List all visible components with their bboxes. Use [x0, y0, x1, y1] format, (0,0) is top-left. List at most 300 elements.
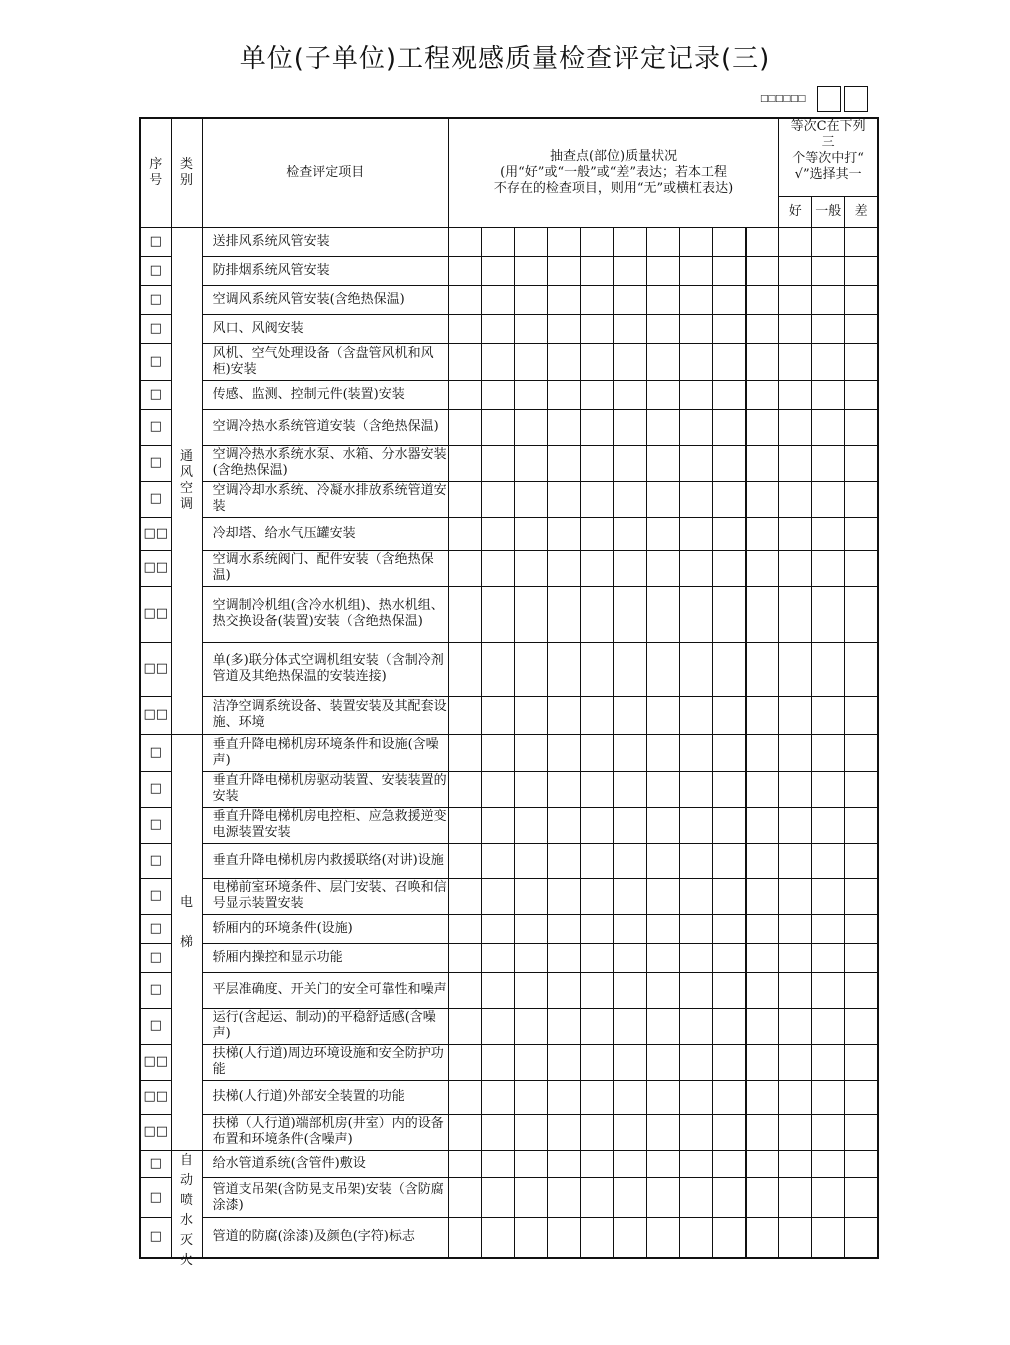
grade-poor-cell[interactable]	[845, 642, 878, 696]
grade-poor-cell[interactable]	[845, 1114, 878, 1150]
sample-cell[interactable]	[713, 314, 746, 343]
sample-cell[interactable]	[614, 1114, 647, 1150]
sample-cell[interactable]	[614, 878, 647, 914]
sample-cell[interactable]	[547, 1150, 580, 1178]
sample-cell[interactable]	[547, 314, 580, 343]
grade-good-cell[interactable]	[779, 586, 812, 642]
sample-cell[interactable]	[746, 843, 779, 878]
grade-poor-cell[interactable]	[845, 343, 878, 380]
sample-cell[interactable]	[647, 285, 680, 314]
sample-cell[interactable]	[647, 734, 680, 771]
sample-cell[interactable]	[647, 807, 680, 843]
sample-cell[interactable]	[614, 734, 647, 771]
sample-cell[interactable]	[448, 734, 481, 771]
sample-cell[interactable]	[514, 1114, 547, 1150]
sample-cell[interactable]	[746, 642, 779, 696]
grade-average-cell[interactable]	[812, 1218, 845, 1258]
sample-cell[interactable]	[514, 1080, 547, 1114]
sample-cell[interactable]	[647, 696, 680, 734]
sample-cell[interactable]	[481, 843, 514, 878]
sample-cell[interactable]	[547, 972, 580, 1008]
grade-good-cell[interactable]	[779, 878, 812, 914]
sample-cell[interactable]	[647, 550, 680, 586]
sample-cell[interactable]	[581, 771, 614, 807]
sample-cell[interactable]	[680, 343, 713, 380]
sample-cell[interactable]	[581, 586, 614, 642]
sample-cell[interactable]	[647, 256, 680, 285]
sample-cell[interactable]	[647, 1008, 680, 1044]
sample-cell[interactable]	[746, 807, 779, 843]
sample-cell[interactable]	[481, 1178, 514, 1218]
sample-cell[interactable]	[481, 380, 514, 409]
sample-cell[interactable]	[448, 380, 481, 409]
sample-cell[interactable]	[647, 517, 680, 550]
sample-cell[interactable]	[448, 1150, 481, 1178]
sample-cell[interactable]	[448, 285, 481, 314]
grade-good-cell[interactable]	[779, 314, 812, 343]
sample-cell[interactable]	[514, 550, 547, 586]
sample-cell[interactable]	[448, 1114, 481, 1150]
sample-cell[interactable]	[680, 380, 713, 409]
sample-cell[interactable]	[746, 285, 779, 314]
sample-cell[interactable]	[614, 380, 647, 409]
sample-cell[interactable]	[746, 914, 779, 943]
sample-cell[interactable]	[481, 1080, 514, 1114]
sample-cell[interactable]	[746, 256, 779, 285]
sample-cell[interactable]	[713, 256, 746, 285]
grade-good-cell[interactable]	[779, 380, 812, 409]
sample-cell[interactable]	[514, 914, 547, 943]
sample-cell[interactable]	[547, 943, 580, 972]
sample-cell[interactable]	[713, 843, 746, 878]
sample-cell[interactable]	[547, 1080, 580, 1114]
sample-cell[interactable]	[680, 285, 713, 314]
grade-average-cell[interactable]	[812, 1080, 845, 1114]
sample-cell[interactable]	[680, 227, 713, 256]
sample-cell[interactable]	[746, 943, 779, 972]
sample-cell[interactable]	[713, 227, 746, 256]
sample-cell[interactable]	[614, 445, 647, 481]
sample-cell[interactable]	[746, 1218, 779, 1258]
sample-cell[interactable]	[746, 343, 779, 380]
sample-cell[interactable]	[448, 1044, 481, 1080]
sample-cell[interactable]	[547, 586, 580, 642]
sample-cell[interactable]	[647, 409, 680, 445]
sample-cell[interactable]	[647, 642, 680, 696]
sample-cell[interactable]	[647, 843, 680, 878]
grade-good-cell[interactable]	[779, 843, 812, 878]
sample-cell[interactable]	[514, 343, 547, 380]
sample-cell[interactable]	[680, 1044, 713, 1080]
grade-good-cell[interactable]	[779, 517, 812, 550]
sample-cell[interactable]	[481, 343, 514, 380]
sample-cell[interactable]	[680, 642, 713, 696]
grade-average-cell[interactable]	[812, 1008, 845, 1044]
grade-poor-cell[interactable]	[845, 914, 878, 943]
sample-cell[interactable]	[448, 972, 481, 1008]
sample-cell[interactable]	[514, 256, 547, 285]
sample-cell[interactable]	[647, 343, 680, 380]
grade-good-cell[interactable]	[779, 696, 812, 734]
sample-cell[interactable]	[581, 343, 614, 380]
grade-poor-cell[interactable]	[845, 734, 878, 771]
sample-cell[interactable]	[581, 227, 614, 256]
sample-cell[interactable]	[581, 1008, 614, 1044]
sample-cell[interactable]	[713, 343, 746, 380]
code-box-1[interactable]	[817, 86, 841, 112]
sample-cell[interactable]	[481, 1114, 514, 1150]
grade-average-cell[interactable]	[812, 481, 845, 517]
sample-cell[interactable]	[581, 696, 614, 734]
sample-cell[interactable]	[713, 481, 746, 517]
sample-cell[interactable]	[481, 696, 514, 734]
sample-cell[interactable]	[647, 943, 680, 972]
sample-cell[interactable]	[746, 517, 779, 550]
sample-cell[interactable]	[713, 943, 746, 972]
sample-cell[interactable]	[647, 380, 680, 409]
sample-cell[interactable]	[448, 445, 481, 481]
grade-good-cell[interactable]	[779, 642, 812, 696]
sample-cell[interactable]	[647, 972, 680, 1008]
sample-cell[interactable]	[614, 256, 647, 285]
sample-cell[interactable]	[713, 1114, 746, 1150]
sample-cell[interactable]	[514, 314, 547, 343]
sample-cell[interactable]	[481, 1044, 514, 1080]
sample-cell[interactable]	[713, 1044, 746, 1080]
sample-cell[interactable]	[713, 285, 746, 314]
grade-good-cell[interactable]	[779, 1080, 812, 1114]
grade-poor-cell[interactable]	[845, 517, 878, 550]
sample-cell[interactable]	[713, 1008, 746, 1044]
sample-cell[interactable]	[481, 256, 514, 285]
grade-poor-cell[interactable]	[845, 943, 878, 972]
sample-cell[interactable]	[514, 943, 547, 972]
grade-average-cell[interactable]	[812, 696, 845, 734]
sample-cell[interactable]	[746, 972, 779, 1008]
sample-cell[interactable]	[581, 1080, 614, 1114]
sample-cell[interactable]	[547, 914, 580, 943]
sample-cell[interactable]	[448, 843, 481, 878]
sample-cell[interactable]	[547, 380, 580, 409]
sample-cell[interactable]	[448, 409, 481, 445]
grade-good-cell[interactable]	[779, 1114, 812, 1150]
sample-cell[interactable]	[514, 1044, 547, 1080]
sample-cell[interactable]	[547, 771, 580, 807]
grade-poor-cell[interactable]	[845, 1080, 878, 1114]
sample-cell[interactable]	[680, 972, 713, 1008]
sample-cell[interactable]	[713, 1178, 746, 1218]
sample-cell[interactable]	[680, 807, 713, 843]
sample-cell[interactable]	[481, 914, 514, 943]
sample-cell[interactable]	[614, 343, 647, 380]
sample-cell[interactable]	[713, 445, 746, 481]
sample-cell[interactable]	[647, 314, 680, 343]
sample-cell[interactable]	[581, 1114, 614, 1150]
sample-cell[interactable]	[680, 314, 713, 343]
grade-average-cell[interactable]	[812, 550, 845, 586]
grade-average-cell[interactable]	[812, 771, 845, 807]
sample-cell[interactable]	[547, 550, 580, 586]
sample-cell[interactable]	[680, 517, 713, 550]
sample-cell[interactable]	[448, 314, 481, 343]
grade-average-cell[interactable]	[812, 734, 845, 771]
sample-cell[interactable]	[581, 943, 614, 972]
grade-good-cell[interactable]	[779, 285, 812, 314]
grade-good-cell[interactable]	[779, 914, 812, 943]
grade-average-cell[interactable]	[812, 343, 845, 380]
sample-cell[interactable]	[614, 914, 647, 943]
sample-cell[interactable]	[448, 878, 481, 914]
grade-poor-cell[interactable]	[845, 256, 878, 285]
grade-poor-cell[interactable]	[845, 878, 878, 914]
sample-cell[interactable]	[614, 1008, 647, 1044]
grade-average-cell[interactable]	[812, 642, 845, 696]
sample-cell[interactable]	[614, 843, 647, 878]
sample-cell[interactable]	[614, 227, 647, 256]
sample-cell[interactable]	[448, 771, 481, 807]
grade-good-cell[interactable]	[779, 409, 812, 445]
sample-cell[interactable]	[547, 1008, 580, 1044]
sample-cell[interactable]	[713, 642, 746, 696]
sample-cell[interactable]	[746, 1044, 779, 1080]
sample-cell[interactable]	[713, 696, 746, 734]
sample-cell[interactable]	[448, 1080, 481, 1114]
sample-cell[interactable]	[713, 914, 746, 943]
sample-cell[interactable]	[614, 943, 647, 972]
sample-cell[interactable]	[547, 285, 580, 314]
sample-cell[interactable]	[680, 1150, 713, 1178]
sample-cell[interactable]	[514, 878, 547, 914]
grade-poor-cell[interactable]	[845, 1008, 878, 1044]
sample-cell[interactable]	[547, 227, 580, 256]
grade-average-cell[interactable]	[812, 409, 845, 445]
sample-cell[interactable]	[481, 972, 514, 1008]
sample-cell[interactable]	[448, 517, 481, 550]
grade-poor-cell[interactable]	[845, 1044, 878, 1080]
sample-cell[interactable]	[614, 586, 647, 642]
grade-average-cell[interactable]	[812, 878, 845, 914]
grade-poor-cell[interactable]	[845, 314, 878, 343]
sample-cell[interactable]	[448, 550, 481, 586]
sample-cell[interactable]	[481, 807, 514, 843]
sample-cell[interactable]	[481, 227, 514, 256]
sample-cell[interactable]	[547, 481, 580, 517]
sample-cell[interactable]	[448, 1218, 481, 1258]
sample-cell[interactable]	[581, 1150, 614, 1178]
sample-cell[interactable]	[614, 481, 647, 517]
sample-cell[interactable]	[514, 771, 547, 807]
sample-cell[interactable]	[680, 1114, 713, 1150]
sample-cell[interactable]	[713, 878, 746, 914]
grade-poor-cell[interactable]	[845, 409, 878, 445]
sample-cell[interactable]	[647, 1150, 680, 1178]
code-box-2[interactable]	[844, 86, 868, 112]
sample-cell[interactable]	[547, 843, 580, 878]
sample-cell[interactable]	[514, 1178, 547, 1218]
sample-cell[interactable]	[481, 1008, 514, 1044]
sample-cell[interactable]	[614, 1178, 647, 1218]
sample-cell[interactable]	[581, 285, 614, 314]
sample-cell[interactable]	[713, 409, 746, 445]
grade-good-cell[interactable]	[779, 481, 812, 517]
sample-cell[interactable]	[514, 409, 547, 445]
sample-cell[interactable]	[746, 380, 779, 409]
sample-cell[interactable]	[514, 807, 547, 843]
grade-good-cell[interactable]	[779, 972, 812, 1008]
sample-cell[interactable]	[448, 586, 481, 642]
sample-cell[interactable]	[547, 1044, 580, 1080]
sample-cell[interactable]	[448, 642, 481, 696]
sample-cell[interactable]	[680, 878, 713, 914]
sample-cell[interactable]	[581, 878, 614, 914]
grade-good-cell[interactable]	[779, 807, 812, 843]
sample-cell[interactable]	[581, 1044, 614, 1080]
sample-cell[interactable]	[581, 914, 614, 943]
sample-cell[interactable]	[680, 550, 713, 586]
sample-cell[interactable]	[713, 771, 746, 807]
grade-average-cell[interactable]	[812, 256, 845, 285]
sample-cell[interactable]	[581, 314, 614, 343]
sample-cell[interactable]	[547, 256, 580, 285]
sample-cell[interactable]	[581, 1178, 614, 1218]
sample-cell[interactable]	[581, 380, 614, 409]
sample-cell[interactable]	[514, 586, 547, 642]
sample-cell[interactable]	[581, 843, 614, 878]
sample-cell[interactable]	[514, 380, 547, 409]
grade-average-cell[interactable]	[812, 843, 845, 878]
grade-average-cell[interactable]	[812, 517, 845, 550]
grade-average-cell[interactable]	[812, 1044, 845, 1080]
sample-cell[interactable]	[514, 696, 547, 734]
sample-cell[interactable]	[746, 734, 779, 771]
sample-cell[interactable]	[713, 586, 746, 642]
sample-cell[interactable]	[581, 481, 614, 517]
grade-good-cell[interactable]	[779, 550, 812, 586]
grade-poor-cell[interactable]	[845, 285, 878, 314]
sample-cell[interactable]	[746, 1008, 779, 1044]
grade-poor-cell[interactable]	[845, 380, 878, 409]
sample-cell[interactable]	[614, 409, 647, 445]
grade-average-cell[interactable]	[812, 227, 845, 256]
sample-cell[interactable]	[581, 734, 614, 771]
sample-cell[interactable]	[647, 1218, 680, 1258]
sample-cell[interactable]	[614, 771, 647, 807]
sample-cell[interactable]	[746, 1114, 779, 1150]
grade-good-cell[interactable]	[779, 943, 812, 972]
sample-cell[interactable]	[448, 914, 481, 943]
grade-average-cell[interactable]	[812, 807, 845, 843]
sample-cell[interactable]	[680, 914, 713, 943]
sample-cell[interactable]	[514, 734, 547, 771]
sample-cell[interactable]	[680, 1008, 713, 1044]
sample-cell[interactable]	[581, 807, 614, 843]
sample-cell[interactable]	[547, 343, 580, 380]
sample-cell[interactable]	[481, 734, 514, 771]
sample-cell[interactable]	[647, 227, 680, 256]
sample-cell[interactable]	[680, 696, 713, 734]
sample-cell[interactable]	[481, 642, 514, 696]
sample-cell[interactable]	[614, 1218, 647, 1258]
sample-cell[interactable]	[680, 843, 713, 878]
sample-cell[interactable]	[746, 1080, 779, 1114]
sample-cell[interactable]	[547, 1218, 580, 1258]
sample-cell[interactable]	[547, 878, 580, 914]
grade-poor-cell[interactable]	[845, 481, 878, 517]
sample-cell[interactable]	[448, 481, 481, 517]
grade-good-cell[interactable]	[779, 445, 812, 481]
sample-cell[interactable]	[547, 1114, 580, 1150]
grade-average-cell[interactable]	[812, 445, 845, 481]
sample-cell[interactable]	[448, 1008, 481, 1044]
sample-cell[interactable]	[481, 771, 514, 807]
sample-cell[interactable]	[448, 343, 481, 380]
sample-cell[interactable]	[514, 285, 547, 314]
sample-cell[interactable]	[746, 314, 779, 343]
sample-cell[interactable]	[746, 878, 779, 914]
sample-cell[interactable]	[713, 1080, 746, 1114]
sample-cell[interactable]	[680, 734, 713, 771]
sample-cell[interactable]	[481, 878, 514, 914]
sample-cell[interactable]	[614, 696, 647, 734]
sample-cell[interactable]	[713, 734, 746, 771]
sample-cell[interactable]	[647, 1044, 680, 1080]
sample-cell[interactable]	[746, 1178, 779, 1218]
sample-cell[interactable]	[680, 943, 713, 972]
grade-average-cell[interactable]	[812, 914, 845, 943]
grade-average-cell[interactable]	[812, 1150, 845, 1178]
sample-cell[interactable]	[614, 1150, 647, 1178]
sample-cell[interactable]	[647, 445, 680, 481]
sample-cell[interactable]	[581, 256, 614, 285]
sample-cell[interactable]	[547, 517, 580, 550]
sample-cell[interactable]	[514, 445, 547, 481]
grade-poor-cell[interactable]	[845, 807, 878, 843]
sample-cell[interactable]	[514, 517, 547, 550]
sample-cell[interactable]	[481, 445, 514, 481]
sample-cell[interactable]	[746, 445, 779, 481]
sample-cell[interactable]	[614, 550, 647, 586]
sample-cell[interactable]	[680, 771, 713, 807]
sample-cell[interactable]	[614, 807, 647, 843]
sample-cell[interactable]	[581, 642, 614, 696]
sample-cell[interactable]	[448, 227, 481, 256]
sample-cell[interactable]	[581, 517, 614, 550]
sample-cell[interactable]	[547, 696, 580, 734]
sample-cell[interactable]	[581, 445, 614, 481]
grade-good-cell[interactable]	[779, 1044, 812, 1080]
sample-cell[interactable]	[481, 1150, 514, 1178]
sample-cell[interactable]	[680, 481, 713, 517]
grade-good-cell[interactable]	[779, 1218, 812, 1258]
sample-cell[interactable]	[481, 1218, 514, 1258]
sample-cell[interactable]	[514, 642, 547, 696]
sample-cell[interactable]	[746, 586, 779, 642]
sample-cell[interactable]	[680, 1178, 713, 1218]
sample-cell[interactable]	[680, 256, 713, 285]
sample-cell[interactable]	[448, 807, 481, 843]
sample-cell[interactable]	[514, 481, 547, 517]
grade-average-cell[interactable]	[812, 586, 845, 642]
sample-cell[interactable]	[647, 1178, 680, 1218]
grade-good-cell[interactable]	[779, 734, 812, 771]
sample-cell[interactable]	[581, 1218, 614, 1258]
sample-cell[interactable]	[448, 943, 481, 972]
sample-cell[interactable]	[680, 1218, 713, 1258]
grade-good-cell[interactable]	[779, 1178, 812, 1218]
sample-cell[interactable]	[481, 550, 514, 586]
sample-cell[interactable]	[481, 285, 514, 314]
sample-cell[interactable]	[581, 550, 614, 586]
